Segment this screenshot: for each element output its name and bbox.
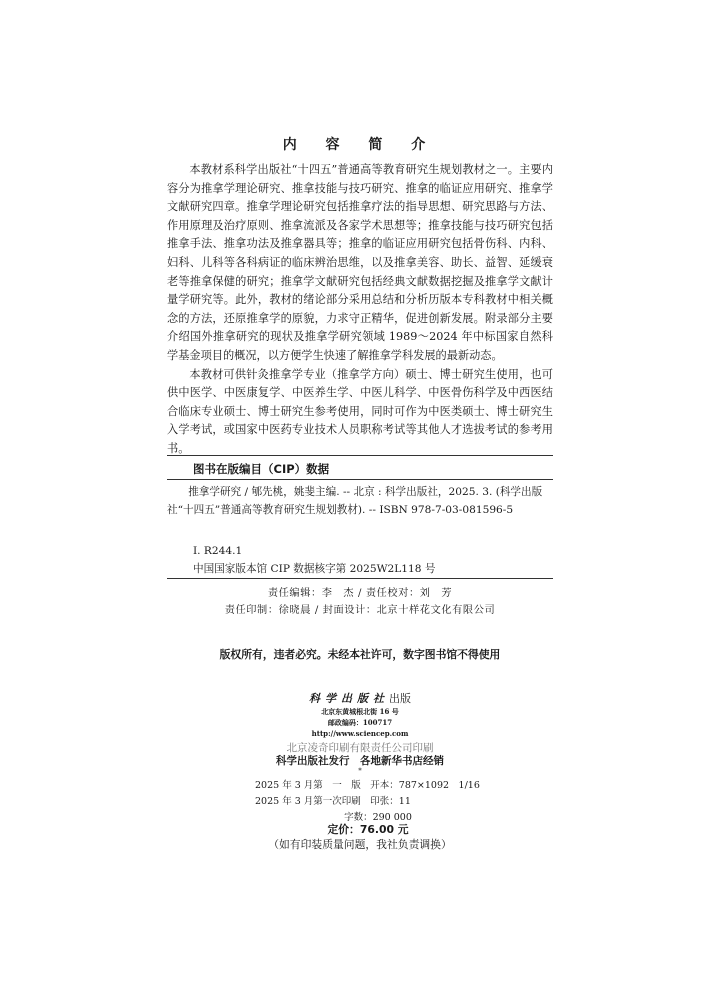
quality-note: （如有印装质量问题，我社负责调换）: [268, 838, 452, 851]
cip-record: [167, 484, 553, 519]
staff-production: 责任印制：徐晓晨 / 封面设计：北京十样花文化有限公司: [224, 605, 496, 616]
publisher-website: http://www.sciencep.com: [311, 729, 409, 738]
word-count: 字数：290 000: [344, 812, 412, 823]
publisher-address: 北京东黄城根北街 16 号: [321, 707, 399, 716]
staff-editors: 责任编辑：李 杰 / 责任校对：刘 芳: [267, 588, 453, 599]
summary-body: [167, 161, 553, 459]
cip-record-text: 推拿学研究 / 郇先桃，姚斐主编. -- 北京 : 科学出版社，2025. 3. (科学出版社“十四五”普通高等教育研究生规划教材). -- ISBN 978-7-03-081596-5: [167, 486, 543, 516]
publisher-suffix: 出版: [389, 692, 411, 705]
cip-heading: 图书在版编目（CIP）数据: [193, 462, 330, 476]
printer-line: 北京凌奇印刷有限责任公司印刷: [286, 742, 434, 754]
cip-data-number: 中国国家版本馆 CIP 数据核字第 2025W2L118 号: [193, 563, 436, 575]
printing-text: 2025 年 3 月第一次印刷 印张：11: [255, 796, 411, 807]
cip-heading-rule: [167, 479, 553, 480]
copyright-notice: 版权所有，违者必究。未经本社许可，数字图书馆不得使用: [219, 648, 501, 661]
summary-title: 内 容 简 介: [282, 137, 438, 153]
summary-paragraph-1: 本教材系科学出版社“十四五”普通高等教育研究生规划教材之一。主要内容分为推拿学理论研究、推拿技能与技巧研究、推拿的临证应用研究、推拿学文献研究四章。推拿学理论研究包括推拿疗法的指导思想、研究思路与方法、作用原理及治疗原则、推拿流派及各家学术思想等；推拿技能与技巧研究包括推拿手法、推拿功法及推拿器具等；推拿的临证应用研究包括骨伤科、内科、妇科、儿科等各科病证的临床辨治思维，以及推拿美容、助长、益智、延缓衰老等推拿保健的研究；推拿学文献研究包括经典文献数据挖掘及推拿学文献计量学研究等。此外，教材的绪论部分采用总结和分析历版本专科教材中相关概念的方法，还原推拿学的原貌，力求守正精华，促进创新发展。附录部分主要介绍国外推拿研究的现状及推拿学研究领域 1989～2024 年中标国家自然科学基金项目的概况，以方便学生快速了解推拿学科发展的最新动态。: [167, 163, 553, 362]
printing-line: [255, 793, 411, 807]
cip-bottom-rule: [167, 578, 553, 579]
edition-line: [255, 777, 480, 791]
summary-paragraph-2: 本教材可供针灸推拿学专业（推拿学方向）硕士、博士研究生使用，也可供中医学、中医康复学、中医养生学、中医儿科学、中医骨伤科学及中西医结合临床专业硕士、博士研究生参考使用，同时可作为中医类硕士、博士研究生入学考试，或国家中医药专业技术人员职称考试等其他人才选拔考试的参考用书。: [167, 367, 553, 455]
price: 定价：76.00 元: [327, 823, 409, 836]
cip-classification: Ⅰ. R244.1: [193, 545, 243, 557]
publisher-postcode: 邮政编码：100717: [327, 718, 393, 727]
edition-text: 2025 年 3 月第 一 版 开本：787×1092 1/16: [255, 780, 480, 791]
publisher-brand: 科学出版社: [309, 692, 389, 705]
publisher-line: [0, 690, 720, 706]
separator-star: *: [358, 767, 362, 775]
cip-top-rule: [167, 455, 553, 456]
distribution-line: 科学出版社发行 各地新华书店经销: [276, 755, 444, 767]
